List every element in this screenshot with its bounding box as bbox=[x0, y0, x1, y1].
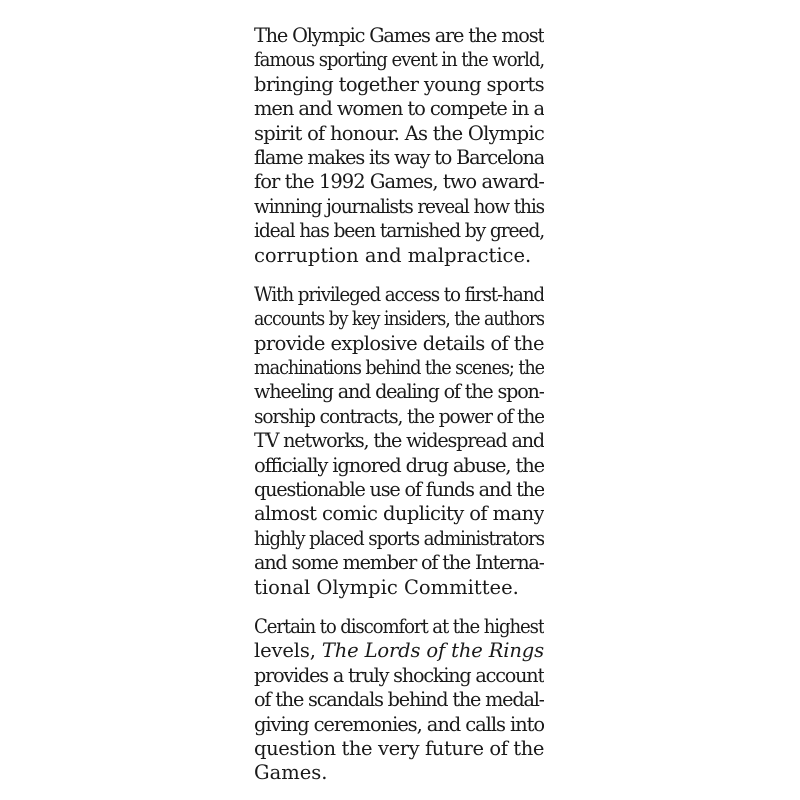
paragraph-gap bbox=[254, 268, 544, 283]
text-line: famous sporting event in the world, bbox=[254, 48, 544, 72]
text-line: officially ignored drug abuse, the bbox=[254, 453, 544, 477]
text-line: With privileged access to first-hand bbox=[254, 282, 544, 306]
text-line: winning journalists reveal how this bbox=[254, 194, 544, 218]
text-line: sorship contracts, the power of the bbox=[254, 404, 544, 428]
text-line: tional Olympic Committee. bbox=[254, 575, 519, 599]
text-line: men and women to compete in a bbox=[254, 97, 544, 121]
text-line: TV networks, the widespread and bbox=[254, 429, 544, 453]
text-line: giving ceremonies, and calls into bbox=[254, 712, 544, 736]
text-line: and some member of the Interna- bbox=[254, 551, 544, 575]
paragraph-1 bbox=[254, 24, 544, 268]
text-line: accounts by key insiders, the authors bbox=[254, 307, 544, 331]
text-line: of the scandals behind the medal- bbox=[254, 688, 544, 712]
text-line: spirit of honour. As the Olympic bbox=[254, 121, 544, 145]
book-blurb bbox=[254, 24, 544, 786]
paragraph-gap bbox=[254, 600, 544, 615]
text-line: flame makes its way to Barcelona bbox=[254, 145, 544, 169]
text-line-with-title bbox=[254, 639, 544, 663]
text-line: provides a truly shocking account bbox=[254, 663, 544, 687]
paragraph-2 bbox=[254, 283, 544, 600]
text-line: provide explosive details of the bbox=[254, 331, 544, 355]
text-fragment: levels, bbox=[254, 639, 316, 663]
text-line: Certain to discomfort at the highest bbox=[254, 614, 544, 638]
text-line: bringing together young sports bbox=[254, 72, 544, 96]
text-line: almost comic duplicity of many bbox=[254, 502, 544, 526]
text-line: highly placed sports administrators bbox=[254, 526, 544, 550]
text-line: question the very future of the bbox=[254, 736, 544, 760]
book-title: The Lords of the Rings bbox=[321, 639, 544, 663]
paragraph-3 bbox=[254, 615, 544, 786]
text-line: questionable use of funds and the bbox=[254, 478, 544, 502]
text-line: wheeling and dealing of the spon- bbox=[254, 380, 544, 404]
text-line: ideal has been tarnished by greed, bbox=[254, 219, 544, 243]
text-line: corruption and malpractice. bbox=[254, 243, 532, 267]
text-line: The Olympic Games are the most bbox=[254, 24, 544, 47]
text-line: machinations behind the scenes; the bbox=[254, 356, 544, 380]
text-line: Games. bbox=[254, 761, 328, 785]
text-line: for the 1992 Games, two award- bbox=[254, 170, 544, 194]
